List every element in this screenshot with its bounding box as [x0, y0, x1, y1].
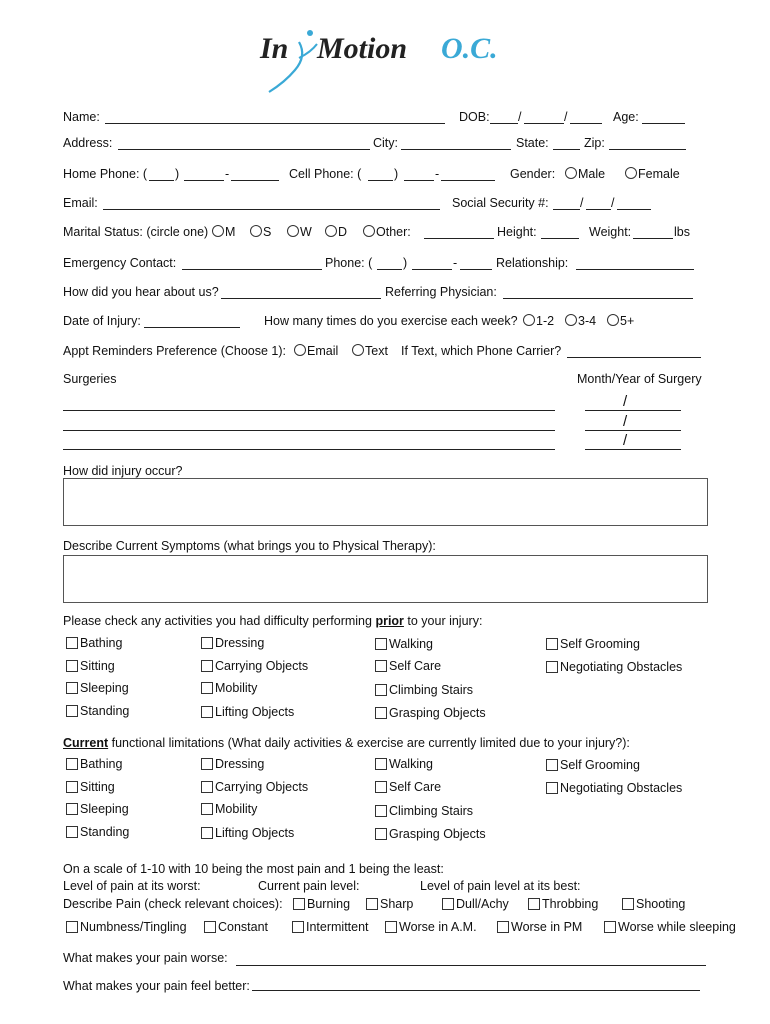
injury-date-field[interactable]	[144, 327, 240, 328]
surgery-field[interactable]	[63, 449, 555, 450]
checkbox-icon[interactable]	[366, 898, 378, 910]
state-field[interactable]	[553, 149, 580, 150]
logo-in: In	[260, 32, 289, 65]
ssn-separator: /	[611, 196, 615, 210]
current-limitations-heading: Current functional limitations (What daily activities & exercise are currently limited due to your injury?):	[63, 736, 630, 750]
current-negotiating-obstacles-checkbox[interactable]: Negotiating Obstacles	[546, 781, 682, 796]
referring-physician-field[interactable]	[503, 298, 693, 299]
cell-phone-paren: )	[394, 167, 399, 181]
emergency-phone-label: Phone: (	[325, 256, 373, 270]
pain-burning-checkbox[interactable]: Burning	[293, 897, 350, 912]
checkbox-icon[interactable]	[375, 805, 387, 817]
prior-carrying-objects-checkbox[interactable]: Carrying Objects	[201, 659, 308, 674]
current-bathing-checkbox[interactable]: Bathing	[66, 757, 122, 772]
pain-intermittent-checkbox[interactable]: Intermittent	[292, 920, 369, 935]
checkbox-icon[interactable]	[201, 758, 213, 770]
checkbox-icon[interactable]	[201, 827, 213, 839]
checkbox-icon[interactable]	[201, 803, 213, 815]
ssn-part1-field[interactable]	[553, 209, 580, 210]
symptoms-textarea[interactable]	[63, 555, 708, 603]
pain-better-field[interactable]	[252, 990, 700, 991]
reminder-email-option[interactable]: Email	[294, 344, 338, 359]
checkbox-icon[interactable]	[66, 803, 78, 815]
checkbox-icon[interactable]	[66, 921, 78, 933]
injury-cause-label: How did injury occur?	[63, 464, 183, 478]
referral-source-field[interactable]	[221, 298, 381, 299]
marital-w-option[interactable]: W	[287, 225, 312, 240]
prior-bathing-checkbox[interactable]: Bathing	[66, 636, 122, 651]
radio-icon[interactable]	[287, 225, 299, 237]
prior-climbing-stairs-checkbox[interactable]: Climbing Stairs	[375, 683, 473, 698]
symptoms-label: Describe Current Symptoms (what brings you to Physical Therapy):	[63, 539, 436, 553]
prior-sitting-checkbox[interactable]: Sitting	[66, 659, 115, 674]
phone-carrier-field[interactable]	[567, 357, 701, 358]
prior-sleeping-checkbox[interactable]: Sleeping	[66, 681, 129, 696]
home-phone-label: Home Phone: (	[63, 167, 148, 181]
pain-shooting-checkbox[interactable]: Shooting	[622, 897, 685, 912]
current-self-care-checkbox[interactable]: Self Care	[375, 780, 441, 795]
checkbox-icon[interactable]	[292, 921, 304, 933]
weight-field[interactable]	[633, 238, 673, 239]
checkbox-icon[interactable]	[201, 682, 213, 694]
radio-icon[interactable]	[325, 225, 337, 237]
prior-dressing-checkbox[interactable]: Dressing	[201, 636, 264, 651]
cell-phone-prefix-field[interactable]	[404, 180, 434, 181]
address-label: Address:	[63, 136, 113, 150]
cell-phone-label: Cell Phone: (	[289, 167, 362, 181]
pain-describe-label: Describe Pain (check relevant choices):	[63, 897, 283, 911]
surgery-date-slash: /	[623, 393, 628, 410]
checkbox-icon[interactable]	[66, 758, 78, 770]
marital-d-option[interactable]: D	[325, 225, 347, 240]
marital-other-field[interactable]	[424, 238, 494, 239]
radio-icon[interactable]	[250, 225, 262, 237]
reminder-preference-label: Appt Reminders Preference (Choose 1):	[63, 344, 287, 358]
ssn-part2-field[interactable]	[586, 209, 611, 210]
checkbox-icon[interactable]	[66, 637, 78, 649]
current-dressing-checkbox[interactable]: Dressing	[201, 757, 264, 772]
surgery-date-field[interactable]	[585, 449, 681, 450]
emergency-phone-area-field[interactable]	[377, 269, 402, 270]
gender-label: Gender:	[510, 167, 556, 181]
pain-better-label: What makes your pain feel better:	[63, 979, 250, 993]
checkbox-icon[interactable]	[546, 782, 558, 794]
radio-icon[interactable]	[352, 344, 364, 356]
dob-day-field[interactable]	[524, 123, 564, 124]
emergency-phone-line-field[interactable]	[460, 269, 492, 270]
radio-icon[interactable]	[294, 344, 306, 356]
relationship-label: Relationship:	[496, 256, 569, 270]
surgery-date-slash: /	[623, 432, 628, 449]
radio-icon[interactable]	[565, 167, 577, 179]
checkbox-icon[interactable]	[293, 898, 305, 910]
checkbox-icon[interactable]	[546, 759, 558, 771]
checkbox-icon[interactable]	[442, 898, 454, 910]
pain-current-label: Current pain level:	[258, 879, 360, 893]
state-label: State:	[516, 136, 549, 150]
surgery-date-slash: /	[623, 413, 628, 430]
age-label: Age:	[613, 110, 639, 124]
radio-icon[interactable]	[523, 314, 535, 326]
checkbox-icon[interactable]	[375, 638, 387, 650]
ssn-part3-field[interactable]	[617, 209, 651, 210]
email-field[interactable]	[103, 209, 440, 210]
emergency-phone-dash: -	[453, 256, 458, 270]
checkbox-icon[interactable]	[546, 661, 558, 673]
ssn-separator: /	[580, 196, 584, 210]
checkbox-icon[interactable]	[528, 898, 540, 910]
zip-field[interactable]	[609, 149, 686, 150]
surgery-field[interactable]	[63, 430, 555, 431]
pain-throbbing-checkbox[interactable]: Throbbing	[528, 897, 598, 912]
name-label: Name:	[63, 110, 100, 124]
checkbox-icon[interactable]	[66, 781, 78, 793]
checkbox-icon[interactable]	[375, 684, 387, 696]
relationship-field[interactable]	[576, 269, 694, 270]
surgery-date-field[interactable]	[585, 430, 681, 431]
address-field[interactable]	[118, 149, 370, 150]
prior-self-care-checkbox[interactable]: Self Care	[375, 659, 441, 674]
surgery-date-field[interactable]	[585, 410, 681, 411]
logo-oc: O.C.	[441, 32, 498, 65]
emergency-phone-prefix-field[interactable]	[412, 269, 452, 270]
checkbox-icon[interactable]	[375, 758, 387, 770]
email-label: Email:	[63, 196, 98, 210]
checkbox-icon[interactable]	[66, 660, 78, 672]
checkbox-icon[interactable]	[201, 660, 213, 672]
current-sleeping-checkbox[interactable]: Sleeping	[66, 802, 129, 817]
prior-grasping-objects-checkbox[interactable]: Grasping Objects	[375, 706, 486, 721]
pain-sharp-checkbox[interactable]: Sharp	[366, 897, 413, 912]
dob-month-field[interactable]	[490, 123, 518, 124]
home-phone-area-field[interactable]	[149, 180, 174, 181]
checkbox-icon[interactable]	[201, 706, 213, 718]
cell-phone-area-field[interactable]	[368, 180, 393, 181]
current-standing-checkbox[interactable]: Standing	[66, 825, 129, 840]
exercise-1-2-option[interactable]: 1-2	[523, 314, 554, 329]
checkbox-icon[interactable]	[375, 660, 387, 672]
reminder-text-option[interactable]: Text	[352, 344, 388, 359]
prior-standing-checkbox[interactable]: Standing	[66, 704, 129, 719]
pain-constant-checkbox[interactable]: Constant	[204, 920, 268, 935]
emergency-contact-field[interactable]	[182, 269, 322, 270]
prior-activities-heading: Please check any activities you had difficulty performing prior to your injury:	[63, 614, 483, 628]
pain-worse-sleeping-checkbox[interactable]: Worse while sleeping	[604, 920, 736, 935]
city-field[interactable]	[401, 149, 511, 150]
current-climbing-stairs-checkbox[interactable]: Climbing Stairs	[375, 804, 473, 819]
current-carrying-objects-checkbox[interactable]: Carrying Objects	[201, 780, 308, 795]
surgery-field[interactable]	[63, 410, 555, 411]
exercise-5-plus-option[interactable]: 5+	[607, 314, 634, 329]
radio-icon[interactable]	[565, 314, 577, 326]
phone-carrier-label: If Text, which Phone Carrier?	[401, 344, 562, 358]
gender-male-option[interactable]: Male	[565, 167, 605, 182]
checkbox-icon[interactable]	[66, 705, 78, 717]
checkbox-icon[interactable]	[385, 921, 397, 933]
weight-unit: lbs	[674, 225, 690, 239]
height-field[interactable]	[541, 238, 579, 239]
marital-status-label: Marital Status: (circle one)	[63, 225, 209, 239]
pain-worst-label: Level of pain at its worst:	[63, 879, 201, 893]
age-field[interactable]	[642, 123, 685, 124]
checkbox-icon[interactable]	[546, 638, 558, 650]
pain-worse-label: What makes your pain worse:	[63, 951, 228, 965]
checkbox-icon[interactable]	[375, 707, 387, 719]
current-lifting-objects-checkbox[interactable]: Lifting Objects	[201, 826, 294, 841]
checkbox-icon[interactable]	[375, 828, 387, 840]
pain-worse-pm-checkbox[interactable]: Worse in PM	[497, 920, 582, 935]
weight-label: Weight:	[589, 225, 632, 239]
dob-separator: /	[518, 110, 522, 124]
checkbox-icon[interactable]	[204, 921, 216, 933]
checkbox-icon[interactable]	[375, 781, 387, 793]
current-mobility-checkbox[interactable]: Mobility	[201, 802, 257, 817]
current-sitting-checkbox[interactable]: Sitting	[66, 780, 115, 795]
radio-icon[interactable]	[625, 167, 637, 179]
clinic-logo	[255, 22, 525, 94]
injury-date-label: Date of Injury:	[63, 314, 141, 328]
pain-worse-am-checkbox[interactable]: Worse in A.M.	[385, 920, 477, 935]
radio-icon[interactable]	[363, 225, 375, 237]
home-phone-dash: -	[225, 167, 230, 181]
home-phone-prefix-field[interactable]	[184, 180, 224, 181]
referring-physician-label: Referring Physician:	[385, 285, 497, 299]
prior-walking-checkbox[interactable]: Walking	[375, 637, 433, 652]
current-grasping-objects-checkbox[interactable]: Grasping Objects	[375, 827, 486, 842]
exercise-frequency-label: How many times do you exercise each week?	[264, 314, 518, 328]
marital-s-option[interactable]: S	[250, 225, 271, 240]
checkbox-icon[interactable]	[66, 682, 78, 694]
checkbox-icon[interactable]	[622, 898, 634, 910]
pain-scale-instructions: On a scale of 1-10 with 10 being the most pain and 1 being the least:	[63, 862, 444, 876]
radio-icon[interactable]	[212, 225, 224, 237]
prior-lifting-objects-checkbox[interactable]: Lifting Objects	[201, 705, 294, 720]
city-label: City:	[373, 136, 398, 150]
zip-label: Zip:	[584, 136, 605, 150]
prior-negotiating-obstacles-checkbox[interactable]: Negotiating Obstacles	[546, 660, 682, 675]
cell-phone-dash: -	[435, 167, 440, 181]
dob-year-field[interactable]	[570, 123, 602, 124]
ssn-label: Social Security #:	[452, 196, 549, 210]
logo-motion: Motion	[317, 32, 408, 65]
current-self-grooming-checkbox[interactable]: Self Grooming	[546, 758, 640, 773]
emergency-contact-label: Emergency Contact:	[63, 256, 177, 270]
pain-dull-achy-checkbox[interactable]: Dull/Achy	[442, 897, 509, 912]
radio-icon[interactable]	[607, 314, 619, 326]
checkbox-icon[interactable]	[497, 921, 509, 933]
name-field[interactable]	[105, 123, 445, 124]
injury-cause-textarea[interactable]	[63, 478, 708, 526]
prior-self-grooming-checkbox[interactable]: Self Grooming	[546, 637, 640, 652]
checkbox-icon[interactable]	[201, 781, 213, 793]
cell-phone-line-field[interactable]	[441, 180, 495, 181]
marital-m-option[interactable]: M	[212, 225, 235, 240]
current-walking-checkbox[interactable]: Walking	[375, 757, 433, 772]
marital-other-option[interactable]: Other:	[363, 225, 411, 240]
pain-worse-field[interactable]	[236, 965, 706, 966]
surgeries-label: Surgeries	[63, 372, 117, 386]
pain-numbness-checkbox[interactable]: Numbness/Tingling	[66, 920, 187, 935]
dob-separator: /	[564, 110, 568, 124]
prior-mobility-checkbox[interactable]: Mobility	[201, 681, 257, 696]
home-phone-paren: )	[175, 167, 180, 181]
pain-best-label: Level of pain level at its best:	[420, 879, 581, 893]
referral-source-label: How did you hear about us?	[63, 285, 219, 299]
home-phone-line-field[interactable]	[231, 180, 279, 181]
dob-label: DOB:	[459, 110, 490, 124]
gender-female-option[interactable]: Female	[625, 167, 680, 182]
emergency-phone-paren: )	[403, 256, 408, 270]
checkbox-icon[interactable]	[604, 921, 616, 933]
height-label: Height:	[497, 225, 537, 239]
checkbox-icon[interactable]	[201, 637, 213, 649]
exercise-3-4-option[interactable]: 3-4	[565, 314, 596, 329]
surgery-date-header: Month/Year of Surgery	[577, 372, 702, 386]
checkbox-icon[interactable]	[66, 826, 78, 838]
